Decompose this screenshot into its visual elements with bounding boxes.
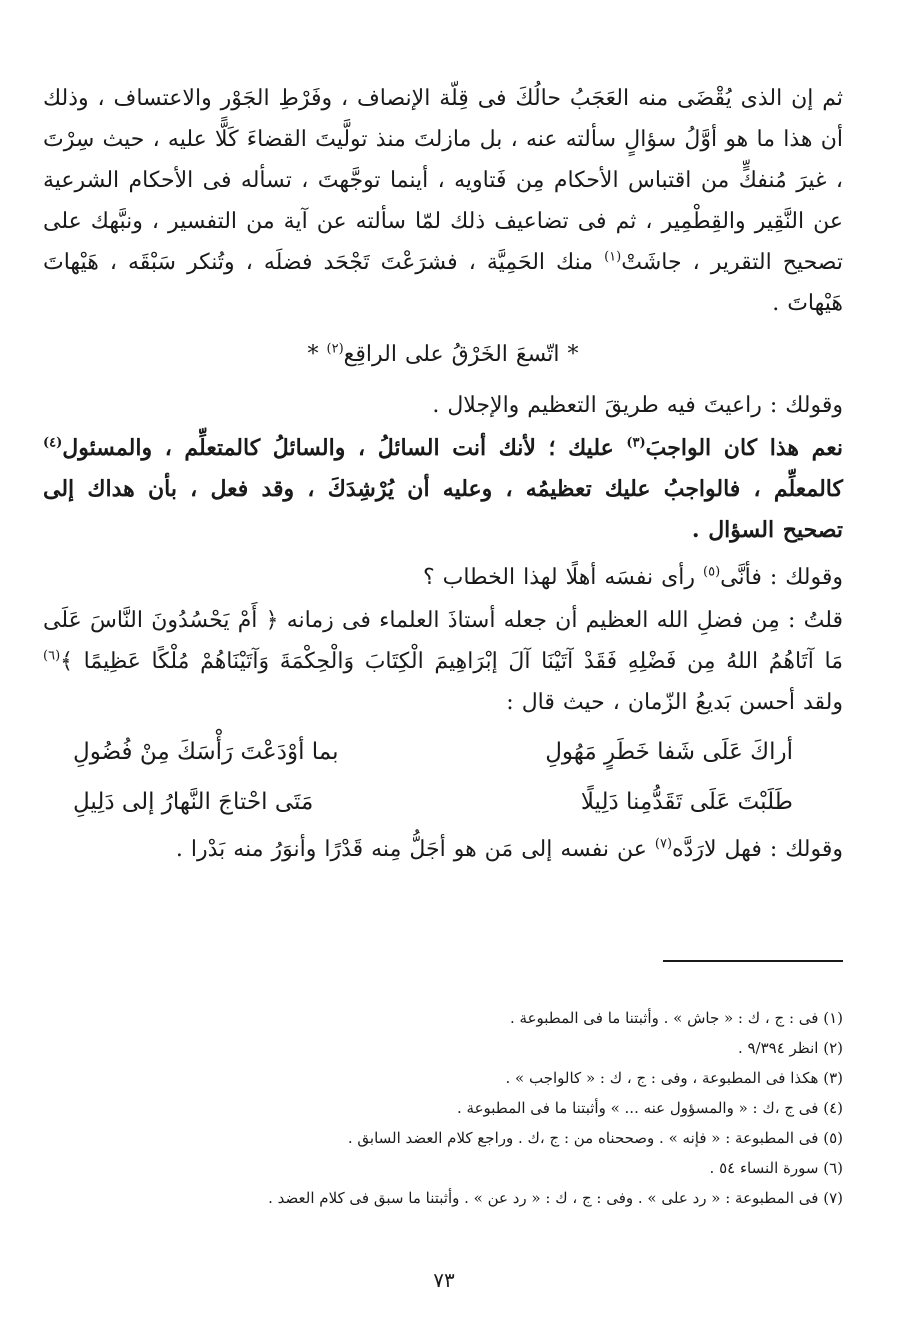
poem-verse (43, 777, 843, 827)
poem-hemistich-second: بما أوْدَعْتَ رَأْسَكَ مِنْ فُضُولِ (73, 739, 339, 765)
footnote: (٦) سورة النساء ٥٤ . (709, 1159, 843, 1177)
paragraph-6 (43, 829, 843, 870)
proverb-end-mark: * (307, 342, 319, 367)
poem-hemistich-first: طَلَبْتَ عَلَى تَقَدُّمِنا دَلِيلًا (580, 789, 793, 815)
poem-hemistich-first: أراكَ عَلَى شَفا خَطَرٍ مَهُولِ (545, 739, 793, 765)
footnote: (٢) انظر ٩/٣٩٤ . (737, 1039, 843, 1057)
paragraph-5-text-a: قلتُ : مِن فضلِ الله العظيم أن جعله أستاذَ العلماء فى زمانه ﴿ أَمْ يَحْسُدُونَ النَّاسَ عَلَى مَا آتَاهُمُ اللهُ مِن فَضْلِهِ فَقَدْ آتَيْنَا آلَ إبْرَاهِيمَ الْكِتَابَ وَالْحِكْمَةَ وَآتَيْنَاهُمْ مُلْكًا عَظِيمًا ﴾ (43, 608, 843, 674)
paragraph-6-text-b: عن نفسه إلى مَن هو أجَلُّ مِنه قَدْرًا وأنوَرُ منه بَدْرا . (175, 837, 647, 862)
footnote-ref-6: (٦) (43, 648, 61, 664)
footnote: (٥) فى المطبوعة : « فإنه » . وصححناه من : ج ،ك . وراجع كلام العضد السابق . (347, 1129, 843, 1147)
paragraph-5 (43, 600, 843, 723)
proverb-line (43, 334, 843, 375)
paragraph-1 (43, 78, 843, 324)
footnote: (٧) فى المطبوعة : « رد على » . وفى : ج ، ك : « رد عن » . وأثبتنا ما سبق فى كلام العضد . (268, 1189, 843, 1207)
paragraph-2-text: وقولك : راعيتَ فيه طريقَ التعظيم والإجلال . (432, 393, 843, 418)
poem (43, 727, 843, 827)
paragraph-6-text-a: وقولك : فهل لارَدَّه (672, 837, 843, 862)
proverb-text: * اتّسعَ الخَرْقُ على الراقِع (343, 342, 579, 367)
book-page (40, 60, 848, 1300)
footnote-separator (663, 960, 843, 962)
footnote-ref-1: (١) (604, 249, 622, 265)
main-text (43, 78, 843, 876)
paragraph-4-text-a: وقولك : فأنَّى (720, 565, 843, 590)
paragraph-4 (43, 557, 843, 598)
footnote-ref-4: (٤) (43, 435, 63, 451)
footnote-ref-7: (٧) (654, 836, 673, 852)
paragraph-4-text-b: رأى نفسَه أهلًا لهذا الخطاب ؟ (422, 565, 696, 590)
paragraph-3-text-b: عليك ؛ لأنك أنت السائلُ ، والسائلُ كالمتعلِّم ، والمسئول (62, 435, 614, 461)
footnote: (١) فى : ج ، ك : « جاش » . وأثبتنا ما فى المطبوعة . (509, 1009, 843, 1027)
paragraph-2 (43, 385, 843, 426)
page-number: ٧٣ (433, 1268, 455, 1292)
footnotes (43, 1003, 843, 1213)
footnote: (٣) هكذا فى المطبوعة ، وفى : ج ، ك : « كالواجب » . (505, 1069, 843, 1087)
paragraph-1-text-b: منك الحَمِيَّة ، فشرَعْتَ تَجْحَد فضلَه ، وتُنكر سَبْقَه ، هَيْهاتَ هَيْهاتَ . (43, 250, 843, 316)
paragraph-3-text-a: نعم هذا كان الواجبَ (645, 435, 843, 461)
poem-verse (43, 727, 843, 777)
paragraph-1-text-a: ثم إن الذى يُقْضَى منه العَجَبُ حالُكَ فى قِلّة الإنصاف ، وفَرْطِ الجَوْر والاعتساف ، وذلك أن هذا ما هو أوَّلُ سؤالٍ سألته عنه ، بل مازلتَ منذ تولَّيتَ القضاءَ كَلًّا عليه ، حيث سِرْتَ ، غيرَ مُنفكٍّ من اقتباس الأحكام مِن فَتاويه ، أينما توجَّهتَ ، تسأله فى الأحكام الشرعية عن النَّقِير والقِطْمِير ، ثم فى تضاعيف ذلك لمّا سألته عن آية من التفسير ، ونبَّهك على تصحيح التقرير ، جاشَتْ (43, 86, 843, 275)
poem-hemistich-second: مَتَى احْتاجَ النَّهارُ إلى دَلِيلِ (73, 789, 314, 815)
paragraph-5-text-b: ولقد أحسن بَديعُ الزّمان ، حيث قال : (506, 690, 843, 715)
footnote-ref-3: (٣) (626, 435, 646, 451)
paragraph-3-text-c: كالمعلِّم ، فالواجبُ عليك تعظيمُه ، وعليه أن يُرْشِدَكَ ، وقد فعل ، بأن هداك إلى تصحيح السؤال . (43, 476, 843, 543)
footnote-ref-2: (٢) (326, 341, 344, 357)
paragraph-3 (43, 428, 843, 551)
footnote: (٤) فى ج ،ك : « والمسؤول عنه ... » وأثبتنا ما فى المطبوعة . (456, 1099, 843, 1117)
footnote-ref-5: (٥) (703, 564, 721, 580)
